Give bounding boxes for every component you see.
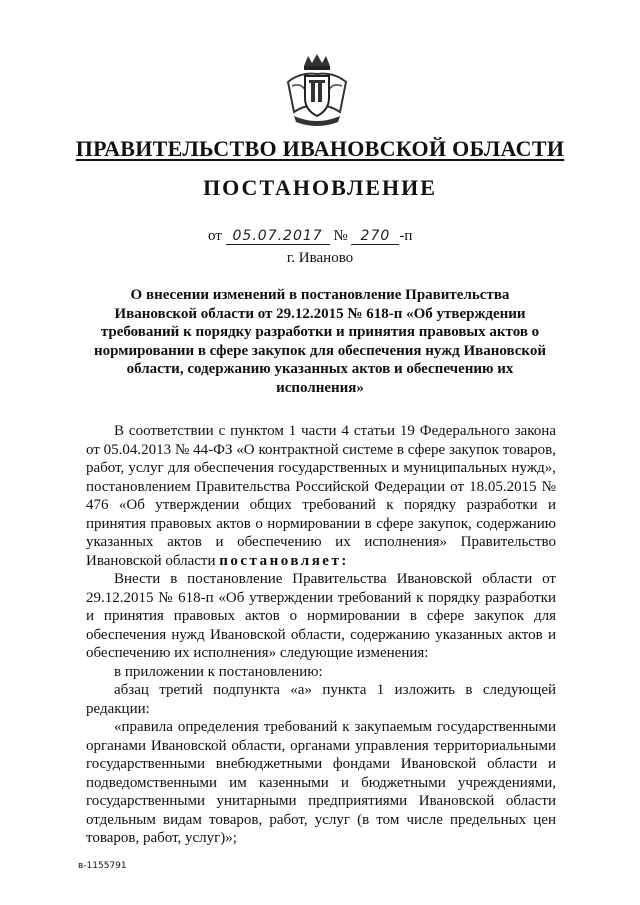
document-code: в-1155791 bbox=[78, 861, 127, 871]
date-prefix: от bbox=[208, 228, 222, 244]
number-prefix: № bbox=[333, 228, 348, 244]
government-title bbox=[0, 136, 640, 162]
paragraph: в приложении к постановлению: bbox=[114, 663, 323, 680]
document-number: 270 bbox=[351, 228, 399, 245]
paragraph: абзац третий подпункта «а» пункта 1 изложить в следующей редакции: bbox=[86, 682, 556, 717]
number-suffix: -п bbox=[399, 228, 413, 244]
document-body bbox=[86, 422, 556, 848]
paragraph: Внести в постановление Правительства Ивановской области от 29.12.2015 № 618-п «Об утверждении требований к порядку разработки и принятия правовых актов о нормировании в сфере закупок для обеспечения нужд Ивановской области, содержанию указанных актов и обеспечению их исполнения» следующие изменения: bbox=[86, 571, 556, 661]
document-subject: О внесении изменений в постановление Правительства Ивановской области от 29.12.2015 № 618-п «Об утверждении требований к порядку разработки и принятия правовых актов о нормировании в сфере закупок для обеспечения нужд Ивановской области, содержанию указанных актов и обеспечению их исполнения» bbox=[93, 287, 547, 396]
government-title-text: ПРАВИТЕЛЬСТВО ИВАНОВСКОЙ ОБЛАСТИ bbox=[75, 136, 565, 161]
document-date: 05.07.2017 bbox=[226, 228, 330, 245]
paragraph-text: В соответствии с пунктом 1 части 4 статьи 19 Федерального закона от 05.04.2013 № 44-ФЗ «О контрактной системе в сфере закупок товаров, работ, услуг для обеспечения государственных и муниципальных нужд», постановлением Правительства Российской Федерации от 18.05.2015 № 476 «Об утверждении общих требований к порядку разработки и принятия правовых актов о нормировании в сфере закупок, содержанию указанных актов и обеспечению их исполнения» Правительство Ивановской области bbox=[86, 423, 556, 569]
paragraph bbox=[86, 422, 556, 570]
city: г. Иваново bbox=[286, 250, 354, 266]
date-number-line bbox=[208, 228, 412, 245]
coat-of-arms-icon bbox=[282, 52, 352, 128]
decree-word: постановляет: bbox=[219, 552, 349, 569]
document-type: ПОСТАНОВЛЕНИЕ bbox=[203, 175, 437, 200]
paragraph: «правила определения требований к закупаемым государственными органами Ивановской области, органами управления территориальными государственными внебюджетными фондами Ивановской области и подведомственными им казенными и бюджетными учреждениями, государственными унитарными предприятиями Ивановской области отдельным видам товаров, работ, услуг (в том числе предельных цен товаров, работ, услуг)»; bbox=[86, 719, 556, 846]
